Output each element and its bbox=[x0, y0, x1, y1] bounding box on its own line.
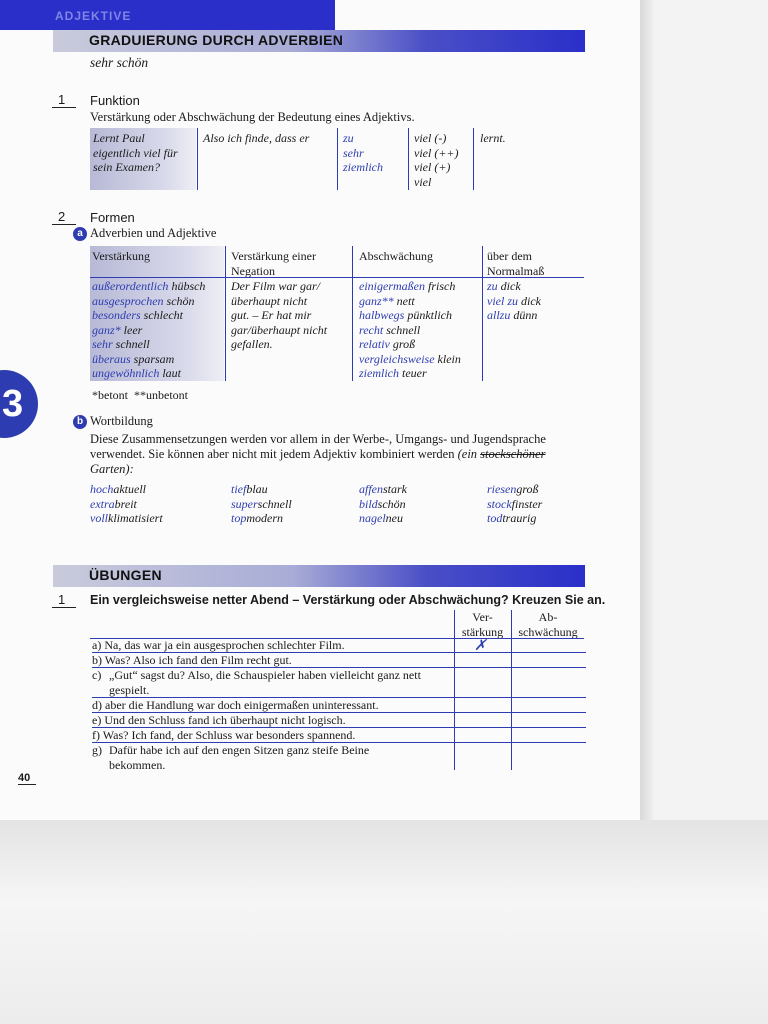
prefix: extra bbox=[90, 496, 115, 511]
item-label: f) bbox=[92, 728, 100, 742]
item-label: e) bbox=[92, 713, 102, 727]
adverb: allzu bbox=[487, 308, 511, 322]
divider bbox=[482, 246, 483, 381]
list-item bbox=[92, 294, 205, 309]
adjective: schlecht bbox=[143, 308, 183, 322]
item-text: Was? Ich fand, der Schluss war besonders spannend. bbox=[102, 728, 356, 742]
item-label: b) bbox=[92, 653, 102, 667]
part-a-title: Adverbien und Adjektive bbox=[90, 226, 217, 240]
ueber-normalmass-list bbox=[487, 279, 541, 323]
table-header-rule bbox=[90, 277, 584, 278]
prefix: top bbox=[231, 511, 247, 525]
item-label: g) bbox=[92, 743, 102, 757]
exercise-row bbox=[92, 638, 586, 653]
list-item bbox=[92, 279, 205, 294]
list-item bbox=[359, 366, 461, 381]
funktion-description: Verstärkung oder Abschwächung der Bedeutung eines Adjektivs. bbox=[90, 110, 415, 124]
compound bbox=[90, 482, 163, 497]
example-close: Garten): bbox=[90, 462, 134, 476]
item-text: aber die Handlung war doch einigermaßen uninteressant. bbox=[105, 698, 379, 712]
exercise-number: 1 bbox=[52, 592, 76, 608]
adjective: dick bbox=[500, 279, 521, 293]
exercise-row bbox=[92, 713, 586, 728]
example-line: Der Film war gar/ bbox=[231, 279, 321, 293]
example-line: gefallen. bbox=[231, 337, 273, 351]
adverb: relativ bbox=[359, 337, 390, 351]
adjective: hübsch bbox=[171, 279, 206, 293]
adverb: ziemlich bbox=[343, 160, 383, 174]
col-header-verstaerkung: Ver- stärkung bbox=[461, 610, 504, 639]
base: modern bbox=[246, 511, 284, 525]
item-text: Dafür habe ich auf den engen Sitzen ganz steife Beine bekommen. bbox=[109, 743, 370, 772]
funktion-number: 1 bbox=[52, 92, 76, 108]
prefix: hoch bbox=[90, 482, 114, 496]
compound bbox=[359, 511, 407, 526]
adverb: ganz* bbox=[92, 322, 121, 337]
quantity: viel bbox=[414, 174, 432, 189]
adjective: leer bbox=[123, 322, 143, 337]
section-banner bbox=[53, 30, 585, 52]
list-item bbox=[92, 366, 205, 381]
adverb: halbwegs bbox=[359, 308, 405, 322]
chapter-number: 3 bbox=[2, 383, 24, 425]
prefix: riesen bbox=[487, 482, 517, 496]
item-text: „Gut“ sagst du? Also, die Schauspieler haben vielleicht ganz nett gespielt. bbox=[109, 668, 421, 697]
base: klimatisiert bbox=[108, 511, 163, 525]
adverb: zu bbox=[487, 279, 498, 293]
abschwaechung-list bbox=[359, 279, 461, 381]
list-item bbox=[359, 308, 461, 323]
part-b-text bbox=[90, 432, 585, 477]
list-item bbox=[92, 323, 205, 338]
adjective: klein bbox=[437, 351, 461, 366]
exercise-row bbox=[92, 668, 586, 698]
prefix: super bbox=[231, 496, 258, 511]
negation-example bbox=[231, 279, 327, 352]
funktion-end: lernt. bbox=[480, 131, 506, 145]
adjective: dick bbox=[521, 293, 541, 308]
list-item bbox=[359, 294, 461, 309]
adjective: frisch bbox=[427, 279, 456, 293]
text-line: Diese Zusammensetzungen werden vor allem in der Werbe-, Umgangs- und Jugendsprache bbox=[90, 432, 546, 446]
adjective: dünn bbox=[513, 308, 538, 322]
adverb: ungewöhnlich bbox=[92, 366, 160, 380]
item-label: d) bbox=[92, 698, 102, 712]
divider bbox=[337, 128, 338, 190]
adverb: ausgesprochen bbox=[92, 293, 164, 308]
scan-background bbox=[0, 820, 768, 1024]
funktion-answer-start: Also ich finde, dass er bbox=[203, 131, 310, 145]
adverb: recht bbox=[359, 322, 384, 337]
list-item bbox=[92, 308, 205, 323]
answer-mark-a[interactable]: ✗ bbox=[474, 638, 487, 654]
compound-column-3 bbox=[359, 482, 407, 526]
adverb: überaus bbox=[92, 351, 131, 366]
adjective: teuer bbox=[402, 366, 427, 380]
adverb: außerordentlich bbox=[92, 279, 169, 293]
item-text: Und den Schluss fand ich überhaupt nicht logisch. bbox=[104, 713, 346, 727]
list-item bbox=[359, 352, 461, 367]
adjective: sparsam bbox=[133, 351, 175, 366]
item-text: Na, das war ja ein ausgesprochen schlechter Film. bbox=[104, 638, 345, 652]
col-header-abschwaechung: Abschwächung bbox=[359, 249, 433, 263]
question-line: Lernt Paul bbox=[93, 131, 145, 145]
compound bbox=[90, 497, 163, 512]
compound bbox=[487, 497, 542, 512]
divider bbox=[197, 128, 198, 190]
prefix: nagel bbox=[359, 511, 386, 525]
adverb: besonders bbox=[92, 308, 141, 322]
adjective: schön bbox=[166, 293, 195, 308]
question-line: sein Examen? bbox=[93, 160, 160, 174]
prefix: tod bbox=[487, 511, 503, 525]
quantity: viel (+) bbox=[414, 160, 451, 174]
adverb: ganz** bbox=[359, 293, 394, 308]
divider bbox=[408, 128, 409, 190]
base: finster bbox=[511, 496, 543, 511]
list-item bbox=[359, 323, 461, 338]
base: schön bbox=[377, 496, 406, 511]
exercises-banner bbox=[53, 565, 585, 587]
compound bbox=[487, 511, 542, 526]
example-line: überhaupt nicht bbox=[231, 293, 308, 308]
list-item bbox=[92, 337, 205, 352]
base: groß bbox=[516, 482, 539, 496]
prefix: bild bbox=[359, 496, 378, 511]
funktion-heading: Funktion bbox=[90, 93, 140, 108]
adverb: ziemlich bbox=[359, 366, 399, 380]
exercise-row bbox=[92, 698, 586, 713]
compound bbox=[487, 482, 542, 497]
exercise-items bbox=[92, 638, 450, 772]
compound bbox=[90, 511, 163, 526]
formen-heading: Formen bbox=[90, 210, 135, 225]
prefix: affen bbox=[359, 482, 383, 496]
section-title: GRADUIERUNG DURCH ADVERBIEN bbox=[89, 32, 344, 48]
chapter-tab bbox=[0, 0, 335, 30]
page-edge bbox=[640, 0, 654, 820]
base: traurig bbox=[502, 511, 537, 525]
base: aktuell bbox=[113, 482, 146, 496]
base: blau bbox=[246, 482, 268, 496]
adverb: sehr bbox=[343, 145, 364, 160]
compound bbox=[231, 511, 292, 526]
list-item bbox=[487, 308, 541, 323]
adverb: vergleichsweise bbox=[359, 351, 435, 366]
adjective: schnell bbox=[386, 322, 421, 337]
example-line: gut. – Er hat mir bbox=[231, 308, 312, 322]
text-span: verwendet. Sie können aber nicht mit jedem Adjektiv kombiniert werden bbox=[90, 447, 455, 461]
col-header-abschwaechung: Ab- schwächung bbox=[518, 610, 578, 639]
quantity: viel (++) bbox=[414, 145, 459, 160]
funktion-adverbs bbox=[343, 131, 383, 175]
funktion-quantities bbox=[414, 131, 459, 189]
divider bbox=[473, 128, 474, 190]
adjective: nett bbox=[396, 293, 415, 308]
item-text: Was? Also ich fand den Film recht gut. bbox=[104, 653, 292, 667]
section-subtitle: sehr schön bbox=[90, 55, 149, 70]
list-item bbox=[487, 279, 541, 294]
exercise-row bbox=[92, 653, 586, 668]
example-open: (ein bbox=[457, 447, 478, 461]
adjective: laut bbox=[162, 366, 181, 380]
adverb: zu bbox=[343, 131, 354, 145]
adverb: einigermaßen bbox=[359, 279, 425, 293]
exercise-row bbox=[92, 743, 586, 772]
part-b-marker: b bbox=[73, 415, 87, 429]
col-header-ueber-normalmass: über dem Normalmaß bbox=[487, 249, 545, 278]
compound-column-2 bbox=[231, 482, 292, 526]
divider bbox=[225, 246, 226, 381]
compound bbox=[231, 482, 292, 497]
compound-column-1 bbox=[90, 482, 163, 526]
base: breit bbox=[114, 496, 137, 511]
part-a-marker: a bbox=[73, 227, 87, 241]
item-label: c) bbox=[92, 668, 102, 682]
compound-column-4 bbox=[487, 482, 542, 526]
page-number: 40 bbox=[18, 772, 36, 785]
quantity: viel (-) bbox=[414, 131, 447, 145]
list-item bbox=[92, 352, 205, 367]
adverb: viel zu bbox=[487, 293, 518, 308]
verstaerkung-list bbox=[92, 279, 205, 381]
compound bbox=[231, 497, 292, 512]
formen-number: 2 bbox=[52, 209, 76, 225]
prefix: stock bbox=[487, 496, 512, 511]
example-line: gar/überhaupt nicht bbox=[231, 322, 328, 337]
exercise-row bbox=[92, 728, 586, 743]
compound bbox=[359, 497, 407, 512]
col-header-verstaerkung: Verstärkung bbox=[92, 249, 150, 263]
text-line bbox=[90, 447, 585, 462]
list-item bbox=[359, 279, 461, 294]
chapter-label: ADJEKTIVE bbox=[55, 9, 132, 23]
adverb: sehr bbox=[92, 337, 113, 351]
part-b-title: Wortbildung bbox=[90, 414, 153, 428]
prefix: voll bbox=[90, 511, 108, 525]
exercises-title: ÜBUNGEN bbox=[89, 567, 162, 583]
base: stark bbox=[383, 482, 407, 496]
divider bbox=[352, 246, 353, 381]
list-item bbox=[487, 294, 541, 309]
base: neu bbox=[385, 511, 403, 525]
exercise-instruction: Ein vergleichsweise netter Abend – Verstärkung oder Abschwächung? Kreuzen Sie an. bbox=[90, 593, 606, 607]
item-label: a) bbox=[92, 638, 102, 652]
compound bbox=[359, 482, 407, 497]
question-line: eigentlich viel für bbox=[93, 145, 178, 160]
base: schnell bbox=[257, 496, 292, 511]
prefix: tief bbox=[231, 482, 247, 496]
col-header-negation: Verstärkung einer Negation bbox=[231, 249, 316, 278]
adjective: groß bbox=[392, 337, 416, 351]
struck-example: stockschöner bbox=[480, 447, 546, 461]
adjective: schnell bbox=[115, 337, 150, 351]
footnote: *betont **unbetont bbox=[92, 388, 188, 402]
funktion-question bbox=[93, 131, 178, 175]
list-item bbox=[359, 337, 461, 352]
adjective: pünktlich bbox=[407, 308, 452, 322]
